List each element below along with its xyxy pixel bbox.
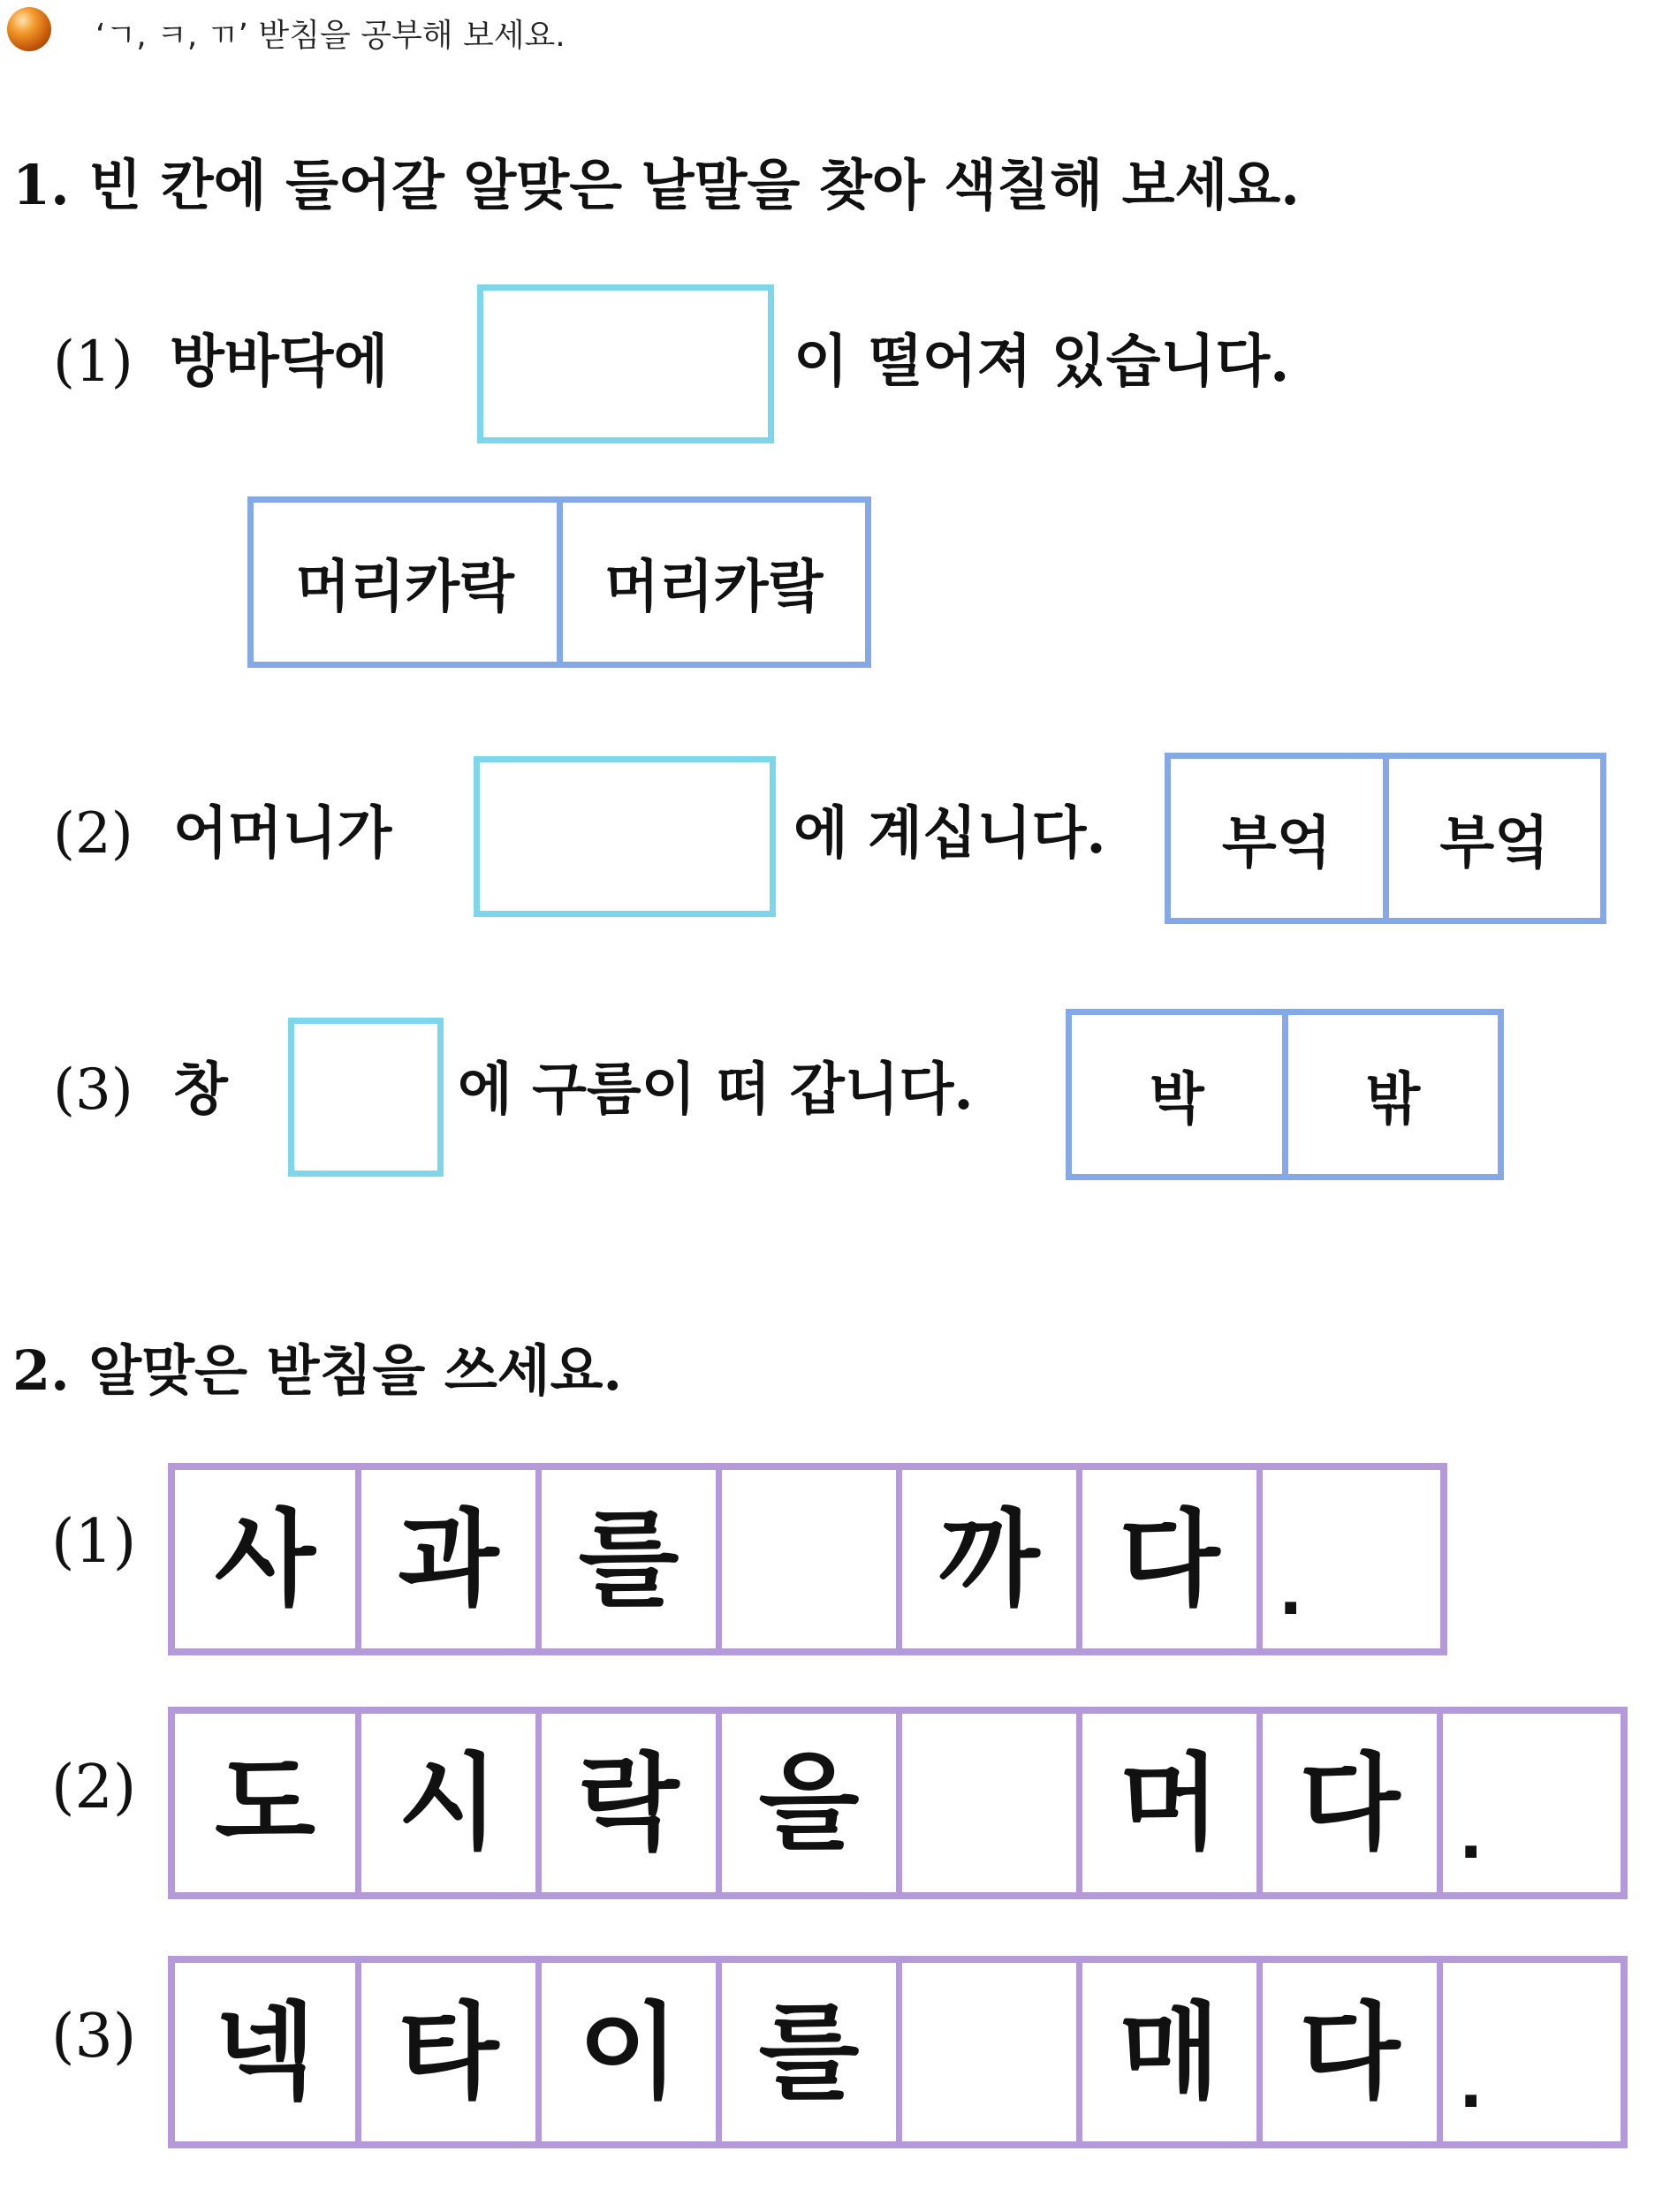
row2-cell: 을 [716,1714,896,1892]
row2-answer-cell[interactable] [896,1714,1076,1892]
row3-cell: 넥 [215,1991,315,2113]
q3-text-before: 창 [173,1057,228,1123]
lesson-subtitle: ‘ㄱ, ㅋ, ㄲ’ 받침을 공부해 보세요. [95,18,566,54]
q2-choice-2[interactable]: 부엌 [1383,759,1601,918]
row1-period-cell: . [1256,1470,1437,1648]
row2-cell: 다 [1256,1714,1437,1892]
q3-text-after: 에 구름이 떠 갑니다. [458,1057,974,1123]
row3-grid [168,1956,1628,2148]
q3-choice-1[interactable]: 박 [1149,1066,1204,1133]
row3-cell: 다 [1256,1963,1437,2141]
row1-cell: 를 [535,1470,716,1648]
q2-choices [1165,753,1606,924]
q1-choices [247,496,871,668]
row2-cell: 시 [355,1714,535,1892]
q1-choice-1[interactable]: 머리카락 [295,554,514,620]
row3-cell: 매 [1076,1963,1256,2141]
q2-text-after: 에 계십니다. [793,800,1106,867]
q2-number: (2) [53,801,133,867]
row3-number: (3) [51,2002,137,2072]
q1-text-after: 이 떨어져 있습니다. [793,329,1290,395]
row2-period-cell: . [1437,1714,1617,1892]
row3-answer-cell[interactable] [896,1963,1076,2141]
row2-cell: 도 [215,1742,315,1864]
q3-number: (3) [53,1057,133,1123]
q2-answer-blank[interactable] [474,756,776,917]
row1-grid [168,1463,1447,1655]
q3-answer-blank[interactable] [288,1018,444,1177]
row1-cell: 과 [355,1470,535,1648]
q1-choice-2[interactable]: 머리카랔 [557,503,866,662]
section1-title: 1. 빈 칸에 들어갈 알맞은 낱말을 찾아 색칠해 보세요. [12,153,1300,217]
row1-number: (1) [51,1507,137,1577]
row2-number: (2) [51,1753,137,1822]
q1-answer-blank[interactable] [477,284,774,443]
q1-number: (1) [53,330,133,395]
q2-text-before: 어머니가 [173,800,392,867]
row3-cell: 를 [716,1963,896,2141]
q3-choices [1066,1009,1504,1180]
q2-choice-1[interactable]: 부억 [1221,810,1332,876]
row1-answer-cell[interactable] [716,1470,896,1648]
row2-cell: 락 [535,1714,716,1892]
row3-cell: 이 [535,1963,716,2141]
section2-title: 2. 알맞은 받침을 쓰세요. [12,1338,623,1403]
row1-cell: 사 [215,1498,315,1620]
q3-choice-2[interactable]: 밖 [1282,1015,1499,1174]
row1-cell: 다 [1076,1470,1256,1648]
row2-grid [168,1707,1628,1899]
row1-cell: 까 [896,1470,1076,1648]
q1-text-before: 방바닥에 [170,329,389,395]
row2-cell: 머 [1076,1714,1256,1892]
orange-ball-bullet-icon [7,7,51,51]
row3-period-cell: . [1437,1963,1617,2141]
row3-cell: 타 [355,1963,535,2141]
